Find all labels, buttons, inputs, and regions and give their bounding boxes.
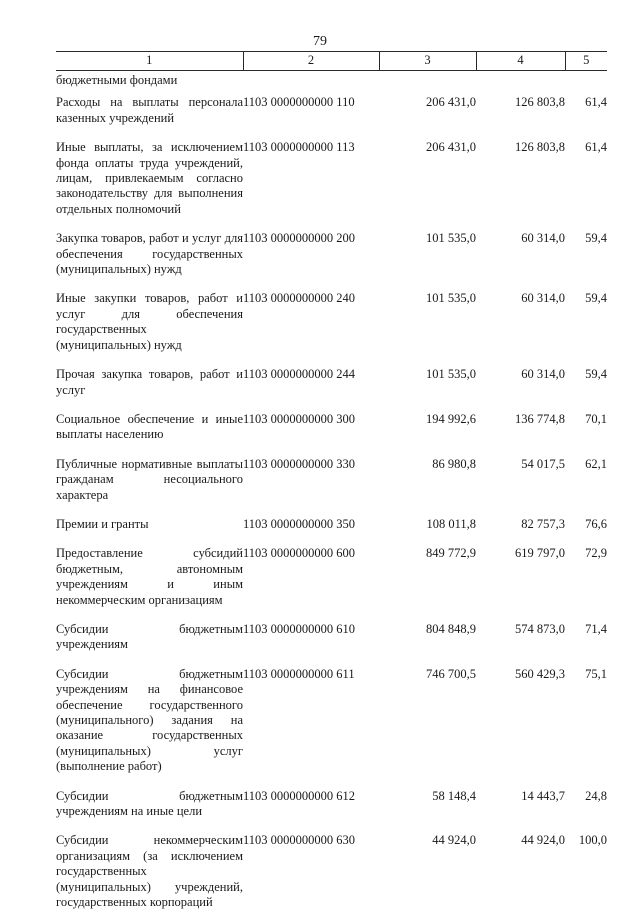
row-plan: 746 700,5 — [426, 666, 476, 681]
row-actual: 126 803,8 — [515, 95, 565, 110]
row-percent: 62,1 — [585, 456, 607, 471]
row-code: 1103 0000000000 110 — [243, 95, 355, 110]
table-row — [56, 450, 607, 510]
row-name: Субсидии некоммерческим организациям (за исключением государственных (муниципальных) учреждений, государственных корпораций — [56, 833, 243, 910]
table-row — [56, 660, 607, 782]
row-name: Предоставление субсидий бюджетным, автономным учреждениям и иным некоммерческим организациям — [56, 546, 243, 607]
table-row — [56, 510, 607, 539]
row-name: Закупка товаров, работ и услуг для обеспечения государственных (муниципальных) нужд — [56, 231, 243, 277]
row-percent: 59,4 — [585, 367, 607, 382]
table-row — [56, 133, 607, 224]
row-name: Субсидии бюджетным учреждениям на финансовое обеспечение государственного (муниципального) задания на оказание государственных (муниципальных) услуг (выполнение работ) — [56, 666, 243, 774]
table-row — [56, 405, 607, 450]
table-row — [56, 615, 607, 660]
row-name: Публичные нормативные выплаты гражданам несоциального характера — [56, 456, 243, 502]
row-plan: 108 011,8 — [426, 516, 476, 531]
row-actual: 574 873,0 — [515, 621, 565, 636]
row-percent: 75,1 — [585, 666, 607, 681]
row-name: Прочая закупка товаров, работ и услуг — [56, 367, 243, 397]
column-header: 2 — [243, 52, 379, 71]
table-row — [56, 284, 607, 360]
row-code: 1103 0000000000 330 — [243, 456, 356, 471]
row-actual: 60 314,0 — [521, 231, 565, 246]
row-percent: 72,9 — [585, 546, 607, 561]
row-actual: 54 017,5 — [521, 456, 565, 471]
row-code: 1103 0000000000 600 — [243, 546, 356, 561]
row-percent: 24,8 — [585, 788, 607, 803]
table-header-row — [56, 52, 607, 71]
table-row — [56, 539, 607, 615]
row-percent: 71,4 — [585, 621, 607, 636]
row-actual: 14 443,7 — [521, 788, 565, 803]
column-header: 1 — [56, 52, 243, 71]
row-code: 1103 0000000000 612 — [243, 788, 356, 803]
row-plan: 58 148,4 — [432, 788, 476, 803]
page-number: 79 — [313, 34, 327, 49]
row-code: 1103 0000000000 300 — [243, 411, 356, 426]
table-row — [56, 88, 607, 133]
row-code: 1103 0000000000 610 — [243, 621, 356, 636]
row-percent: 76,6 — [585, 516, 607, 531]
row-actual: 619 797,0 — [515, 546, 565, 561]
row-name: Иные закупки товаров, работ и услуг для обеспечения государственных (муниципальных) нужд — [56, 291, 243, 352]
row-plan: 804 848,9 — [426, 621, 476, 636]
row-plan: 44 924,0 — [432, 833, 476, 848]
row-actual: 82 757,3 — [521, 516, 565, 531]
row-percent: 59,4 — [585, 291, 607, 306]
row-name: Премии и гранты — [56, 516, 149, 531]
row-percent: 59,4 — [585, 231, 607, 246]
row-name: Субсидии бюджетным учреждениям на иные цели — [56, 788, 243, 819]
column-header: 3 — [379, 52, 476, 71]
row-name: Субсидии бюджетным учреждениям — [56, 621, 243, 652]
row-plan: 206 431,0 — [426, 140, 476, 155]
table-row — [56, 224, 607, 284]
row-code: 1103 0000000000 630 — [243, 833, 356, 848]
row-actual: 560 429,3 — [515, 666, 565, 681]
row-percent: 61,4 — [585, 140, 607, 155]
column-header: 4 — [476, 52, 565, 71]
row-plan: 86 980,8 — [432, 456, 476, 471]
row-actual: 44 924,0 — [521, 833, 565, 848]
table-row — [56, 782, 607, 827]
row-plan: 101 535,0 — [426, 231, 476, 246]
row-actual: 60 314,0 — [521, 367, 565, 382]
budget-table — [56, 51, 607, 917]
row-plan: 849 772,9 — [426, 546, 476, 561]
row-name: бюджетными фондами — [56, 73, 178, 87]
row-code: 1103 0000000000 244 — [243, 367, 356, 382]
row-code: 1103 0000000000 611 — [243, 666, 355, 681]
row-plan: 101 535,0 — [426, 367, 476, 382]
row-plan: 101 535,0 — [426, 291, 476, 306]
row-actual: 136 774,8 — [515, 411, 565, 426]
row-name: Социальное обеспечение и иные выплаты населению — [56, 411, 243, 442]
row-name: Расходы на выплаты персонала казенных учреждений — [56, 95, 243, 125]
row-name: Иные выплаты, за исключением фонда оплаты труда учреждений, лицам, привлекаемым согласно законодательству для выполнения отдельных полномочий — [56, 140, 243, 216]
row-actual: 126 803,8 — [515, 140, 565, 155]
row-percent: 61,4 — [585, 95, 607, 110]
continued-row — [56, 71, 607, 89]
row-actual: 60 314,0 — [521, 291, 565, 306]
table-row — [56, 826, 607, 917]
column-header: 5 — [565, 52, 607, 71]
row-percent: 70,1 — [585, 411, 607, 426]
row-plan: 194 992,6 — [426, 411, 476, 426]
row-plan: 206 431,0 — [426, 95, 476, 110]
row-code: 1103 0000000000 240 — [243, 291, 356, 306]
row-code: 1103 0000000000 350 — [243, 516, 356, 531]
row-code: 1103 0000000000 200 — [243, 231, 356, 246]
row-code: 1103 0000000000 113 — [243, 140, 355, 155]
table-row — [56, 360, 607, 405]
row-percent: 100,0 — [578, 833, 607, 848]
